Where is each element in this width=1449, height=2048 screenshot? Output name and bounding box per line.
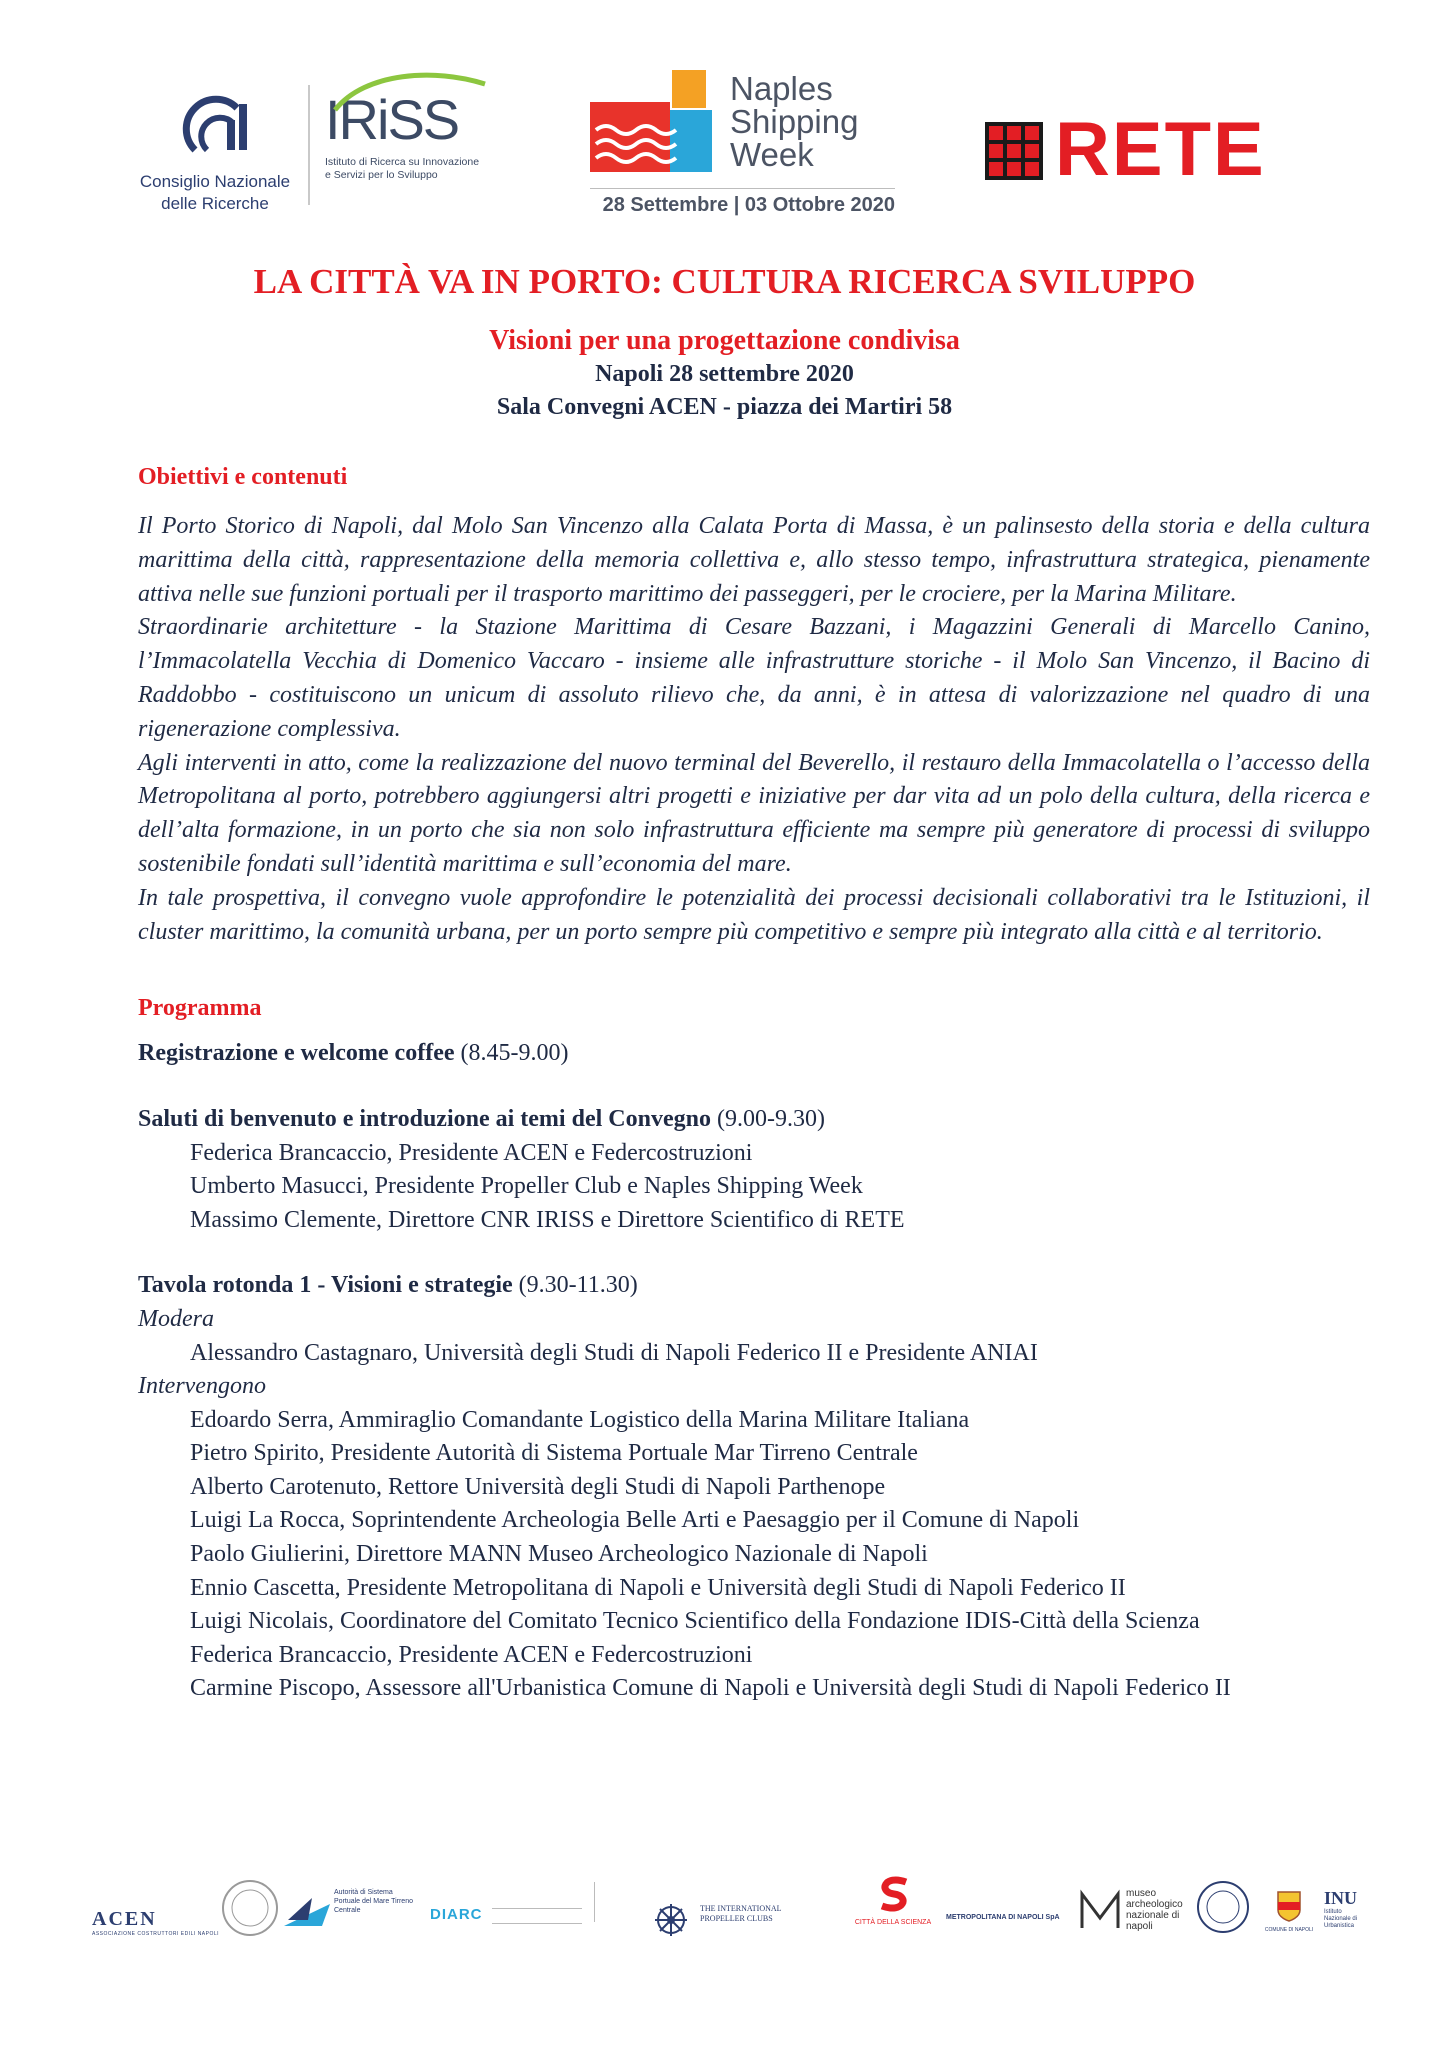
objectives-paragraph: In tale prospettiva, il convegno vuole approfondire le potenzialità dei processi decisionali collaborativi tra le Istituzioni, il cluster marittimo, la comunità urbana, per un porto sempre più competitivo e sempre più integrato alla città e al territorio. <box>138 884 1370 945</box>
speaker-line: Umberto Masucci, Presidente Propeller Club e Naples Shipping Week <box>190 1173 863 1200</box>
rete-wordmark: RETE <box>1055 107 1266 192</box>
diarc-logo: DIARC <box>430 1906 483 1923</box>
objectives-paragraph: Il Porto Storico di Napoli, dal Molo San Vincenzo alla Calata Porta di Massa, è un palinsesto della storia e della cultura marittima della città, rappresentazione della memoria collettiva e, allo stesso tempo, infrastruttura strategica, pienamente attiva nelle sue funzioni portuali per il trasporto marittimo dei passeggeri, per le crociere, per la Marina Militare. <box>138 513 1370 607</box>
agenda-item-title: Registrazione e welcome coffee <box>138 1040 455 1067</box>
acen-logo <box>92 1908 219 1937</box>
naples-shipping-week-logo <box>590 70 910 220</box>
mann-logo <box>1078 1888 1183 1937</box>
adsp-name: Autorità di Sistema Portuale del Mare Tirreno Centrale <box>334 1889 413 1914</box>
nsw-dates: 28 Settembre | 03 Ottobre 2020 <box>602 194 895 216</box>
rete-logo <box>985 107 1305 192</box>
inu-logo <box>1324 1888 1368 1930</box>
adsp-ship-icon <box>282 1890 332 1930</box>
event-date: Napoli 28 settembre 2020 <box>595 361 854 387</box>
speaker-line: Luigi Nicolais, Coordinatore del Comitato Tecnico Scientifico della Fondazione IDIS-Città della Scienza <box>190 1608 1200 1635</box>
cnr-emblem-icon <box>175 90 255 160</box>
acen-subtitle: ASSOCIAZIONE COSTRUTTORI EDILI NAPOLI <box>92 1931 220 1937</box>
propeller-wheel-icon <box>648 1902 694 1938</box>
event-title: LA CITTÀ VA IN PORTO: CULTURA RICERCA SVILUPPO <box>253 262 1196 301</box>
cnr-logo <box>130 90 300 215</box>
citta-scienza-logo <box>848 1874 938 1926</box>
speaker-line: Federica Brancaccio, Presidente ACEN e Federcostruzioni <box>190 1641 753 1668</box>
metropolitana-name: METROPOLITANA DI NAPOLI SpA <box>946 1914 1060 1921</box>
speaker-line: Federica Brancaccio, Presidente ACEN e Federcostruzioni <box>190 1139 753 1166</box>
comune-napoli-logo <box>1264 1888 1314 1933</box>
nsw-name-line1: Naples <box>730 70 833 107</box>
objectives-paragraph: Agli interventi in atto, come la realizzazione del nuovo terminal del Beverello, il restauro della Immacolatella o l’accesso della Metropolitana al porto, potrebbero aggiungersi altri progetti e iniziative per dar vita ad un polo della cultura, della ricerca e dell’alta formazione, in un porto che sia non solo infrastruttura efficiente ma sempre più generatore di processi di sviluppo sostenibile fondati sull’identità marittima e sull’economia del mare. <box>138 749 1370 877</box>
iriss-subtitle-1: Istituto di Ricerca su Innovazione <box>325 156 480 168</box>
main-content <box>138 462 1370 1706</box>
university-seal-icon <box>220 1878 280 1938</box>
title-block <box>0 262 1449 424</box>
speaker-line: Luigi La Rocca, Soprintendente Archeologia Belle Arti e Paesaggio per il Comune di Napoli <box>190 1507 1080 1534</box>
rete-grid-icon <box>985 122 1043 180</box>
nsw-rule <box>590 188 895 189</box>
speaker-line: Alberto Carotenuto, Rettore Università degli Studi di Napoli Parthenope <box>190 1473 886 1500</box>
nsw-name <box>730 72 858 171</box>
nsw-name-line3: Week <box>730 136 814 173</box>
agenda-item-time: (9.00-9.30) <box>716 1105 825 1132</box>
acen-wordmark: ACEN <box>92 1908 157 1930</box>
speaker-line: Ennio Cascetta, Presidente Metropolitana di Napoli e Università degli Studi di Napoli Federico II <box>190 1574 1126 1601</box>
agenda-registration <box>138 1037 1370 1071</box>
objectives-paragraph: Straordinarie architetture - la Stazione Marittima di Cesare Bazzani, i Magazzini Generali di Marcello Canino, l’Immacolatella Vecchia di Domenico Vaccaro - insieme alle infrastrutture storiche - il Molo San Vincenzo, il Bacino di Raddobbo - costituiscono un unicum di assoluto rilievo che, da anni, è in attesa di valorizzazione nel quadro di una rigenerazione complessiva. <box>138 614 1370 742</box>
program-heading: Programma <box>138 995 262 1022</box>
iriss-wordmark: IRiSS <box>325 88 459 151</box>
agenda-item-time: (8.45-9.00) <box>460 1040 569 1067</box>
footer-partner-logos <box>68 1866 1388 1946</box>
iriss-logo <box>325 90 495 182</box>
napoli-crest-icon <box>1276 1888 1302 1922</box>
nsw-waves-icon <box>590 70 720 180</box>
speaker-line: Paolo Giulierini, Direttore MANN Museo Archeologico Nazionale di Napoli <box>190 1541 928 1568</box>
speaker-line: Edoardo Serra, Ammiraglio Comandante Logistico della Marina Militare Italiana <box>190 1406 970 1433</box>
moderator-line: Alessandro Castagnaro, Università degli Studi di Napoli Federico II e Presidente ANIAI <box>190 1339 1038 1366</box>
cnr-name-line2: delle Ricerche <box>161 194 269 213</box>
seal-icon <box>1196 1880 1250 1934</box>
objectives-heading: Obiettivi e contenuti <box>138 464 348 490</box>
mann-name: museo archeologico nazionale di napoli <box>1126 1888 1183 1932</box>
agenda-roundtable <box>138 1269 1370 1706</box>
agenda-item-title: Tavola rotonda 1 - Visioni e strategie <box>138 1272 513 1299</box>
header-logos <box>0 60 1449 230</box>
agenda-welcome <box>138 1103 1370 1237</box>
diarc-subtitle-lines <box>492 1908 582 1924</box>
citta-scienza-icon <box>874 1874 914 1914</box>
speaker-line: Carmine Piscopo, Assessore all'Urbanistica Comune di Napoli e Università degli Studi di Napoli Federico II <box>190 1675 1231 1702</box>
agenda-item-title: Saluti di benvenuto e introduzione ai temi del Convegno <box>138 1105 711 1132</box>
agenda-item-time: (9.30-11.30) <box>518 1272 638 1299</box>
iriss-swoosh-icon <box>325 72 495 112</box>
inu-wordmark: INU <box>1324 1888 1358 1908</box>
speaker-line: Massimo Clemente, Direttore CNR IRISS e Direttore Scientifico di RETE <box>190 1206 905 1233</box>
logo-divider <box>308 85 310 205</box>
inu-subtitle: Istituto Nazionale di Urbanistica <box>1324 1909 1358 1929</box>
event-venue: Sala Convegni ACEN - piazza dei Martiri 58 <box>496 394 953 420</box>
objectives-text <box>138 510 1370 949</box>
speakers-label: Intervengono <box>138 1373 266 1400</box>
citta-scienza-name: CITTÀ DELLA SCIENZA <box>854 1919 932 1926</box>
moderator-label: Modera <box>138 1305 214 1332</box>
speaker-line: Pietro Spirito, Presidente Autorità di Sistema Portuale Mar Tirreno Centrale <box>190 1440 918 1467</box>
cnr-name-line1: Consiglio Nazionale <box>139 172 291 191</box>
iriss-subtitle-2: e Servizi per lo Sviluppo <box>325 169 438 181</box>
comune-napoli-name: COMUNE DI NAPOLI <box>1264 1927 1314 1933</box>
event-subtitle: Visioni per una progettazione condivisa <box>489 325 960 356</box>
nsw-name-line2: Shipping <box>730 103 859 140</box>
propeller-clubs-name: THE INTERNATIONAL PROPELLER CLUBS <box>700 1904 782 1923</box>
mann-m-icon <box>1078 1888 1122 1932</box>
